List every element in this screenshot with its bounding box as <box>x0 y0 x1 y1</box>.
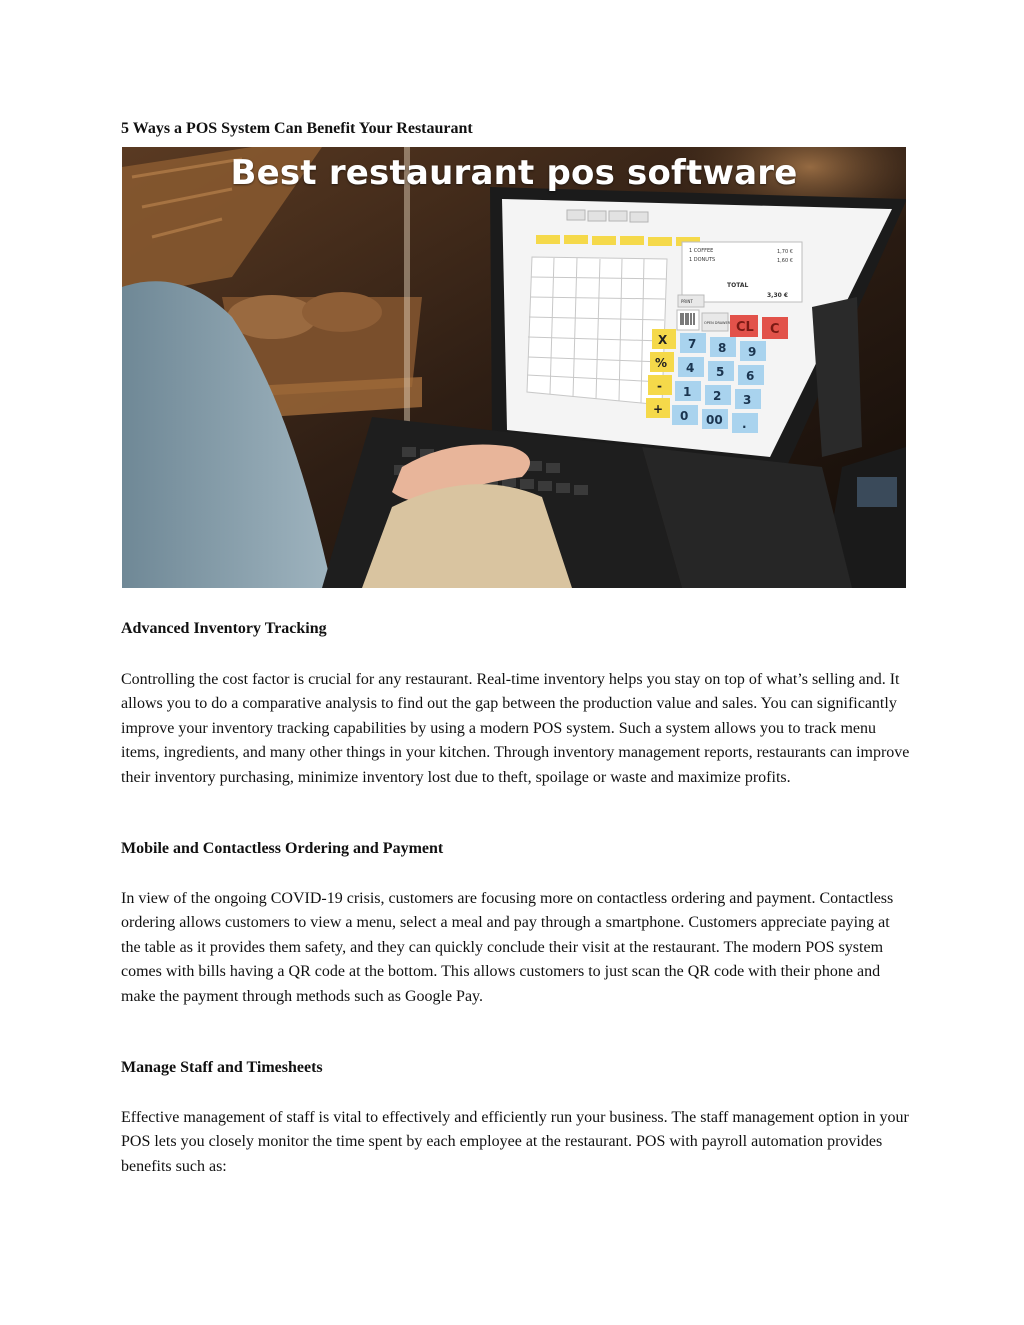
order-line-1: 1 COFFEE <box>689 248 714 254</box>
svg-text:9: 9 <box>748 345 757 359</box>
section-body-staff: Effective management of staff is vital to effectively and efficiently run your business. The staff management option in your POS lets you closely monitor the time spent by each employee at the restaurant. POS with payroll automation provides benefits such as: <box>121 1109 909 1175</box>
order-line-1-price: 1,70 € <box>777 249 793 255</box>
order-line-2-price: 1,60 € <box>777 258 793 264</box>
print-key: PRINT <box>681 299 693 304</box>
total-value: 3,30 € <box>767 292 789 299</box>
svg-text:6: 6 <box>746 369 755 383</box>
svg-text:2: 2 <box>713 389 722 403</box>
svg-text:C: C <box>770 322 780 337</box>
hero-caption: Best restaurant pos software <box>230 153 798 193</box>
svg-text:+: + <box>653 402 664 416</box>
svg-text:1: 1 <box>683 385 692 399</box>
svg-text:3: 3 <box>743 393 752 407</box>
svg-text:%: % <box>655 356 668 370</box>
pos-terminal-photo <box>122 147 906 588</box>
section-heading-contactless: Mobile and Contactless Ordering and Payment <box>121 840 444 857</box>
svg-text:.: . <box>742 417 747 431</box>
open-drawer-key: OPEN DRAWER <box>704 321 731 325</box>
section-body-contactless: In view of the ongoing COVID-19 crisis, customers are focusing more on contactless ordering and payment. Contactless ordering allows customers to view a menu, select a meal and pay through a smartphone. Customers appreciate paying at the table as it provides them safety, and they can quickly conclude their visit at the restaurant. The modern POS system comes with bills having a QR code at the bottom. This allows customers to just scan the QR code with their phone and make the payment through methods such as Google Pay. <box>121 890 894 1005</box>
svg-text:00: 00 <box>706 413 723 427</box>
order-line-2: 1 DONUTS <box>689 257 716 263</box>
svg-text:8: 8 <box>718 341 727 355</box>
svg-text:4: 4 <box>686 361 695 375</box>
svg-text:0: 0 <box>680 409 689 423</box>
total-label: TOTAL <box>727 282 749 289</box>
hero-image <box>122 147 906 588</box>
section-body-inventory: Controlling the cost factor is crucial for any restaurant. Real-time inventory helps you stay on top of what’s selling and. It allows you to do a comparative analysis to find out the gap between the production value and sales. You can significantly improve your inventory tracking capabilities by using a modern POS system. Such a system allows you to track menu items, ingredients, and many other things in your kitchen. Through inventory management reports, restaurants can improve their inventory purchasing, minimize inventory lost due to theft, spoilage or waste and maximize profits. <box>121 671 910 786</box>
section-heading-inventory: Advanced Inventory Tracking <box>121 620 327 637</box>
svg-text:5: 5 <box>716 365 725 379</box>
page-title: 5 Ways a POS System Can Benefit Your Restaurant <box>121 120 473 137</box>
svg-text:X: X <box>658 333 668 347</box>
section-heading-staff: Manage Staff and Timesheets <box>121 1059 323 1076</box>
svg-text:7: 7 <box>688 337 697 351</box>
svg-text:CL: CL <box>736 320 754 335</box>
svg-text:-: - <box>657 379 662 393</box>
